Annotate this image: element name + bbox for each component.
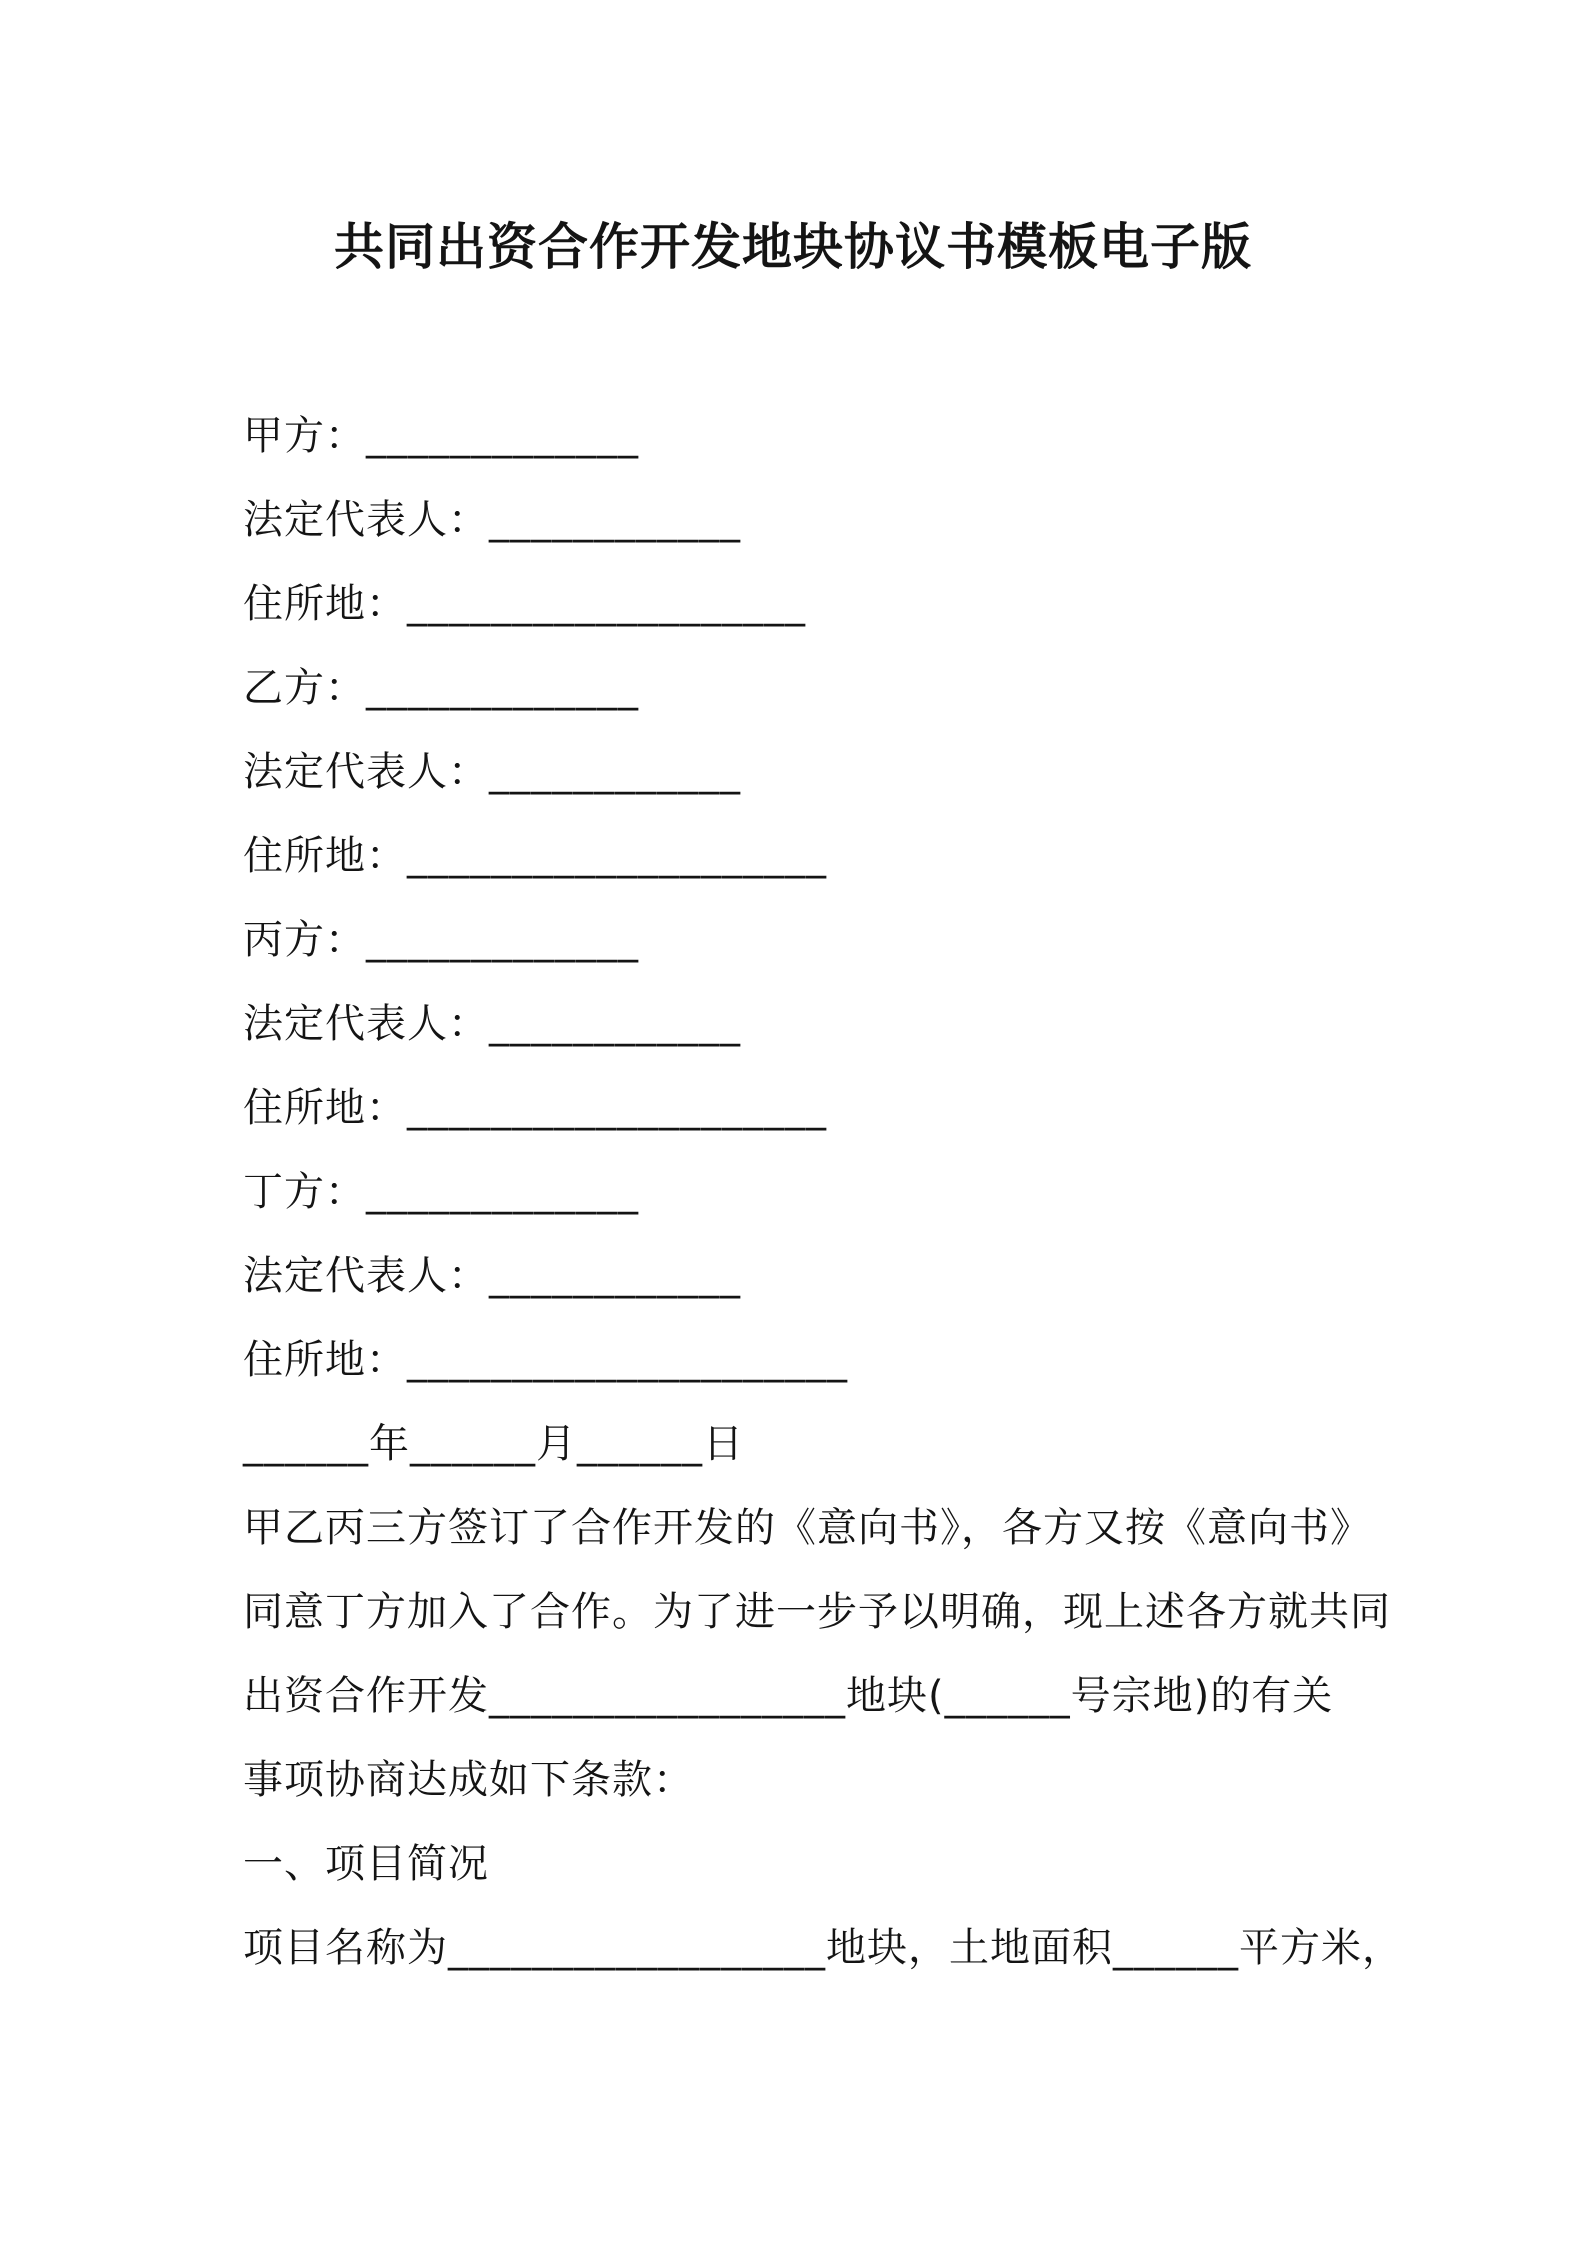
section-text: 项目名称为__________________地块，土地面积______平方米， [243, 1925, 1403, 1971]
preamble-line-1: 甲乙丙三方签订了合作开发的《意向书》，各方又按《意向书》 [243, 1505, 1371, 1551]
party-a-representative: 法定代表人：____________ [243, 497, 741, 543]
party-d-representative: 法定代表人：____________ [243, 1253, 741, 1299]
date-line: ______年______月______日 [243, 1421, 744, 1467]
party-a-name: 甲方：_____________ [243, 413, 639, 459]
preamble-line-4: 事项协商达成如下条款： [243, 1757, 694, 1803]
party-c-name: 丙方：_____________ [243, 917, 639, 963]
party-d-name: 丁方：_____________ [243, 1169, 639, 1215]
document-title: 共同出资合作开发地块协议书模板电子版 [334, 218, 1252, 276]
party-c-representative: 法定代表人：____________ [243, 1001, 741, 1047]
party-b-address: 住所地：____________________ [243, 833, 827, 879]
party-b-name: 乙方：_____________ [243, 665, 639, 711]
section-heading: 一、项目简况 [243, 1841, 489, 1887]
party-a-address: 住所地：___________________ [243, 581, 806, 627]
preamble-line-3: 出资合作开发_________________地块(______号宗地)的有关 [243, 1673, 1334, 1719]
preamble-line-2: 同意丁方加入了合作。为了进一步予以明确，现上述各方就共同 [243, 1589, 1391, 1635]
party-b-representative: 法定代表人：____________ [243, 749, 741, 795]
party-c-address: 住所地：____________________ [243, 1085, 827, 1131]
party-d-address: 住所地：_____________________ [243, 1337, 848, 1383]
